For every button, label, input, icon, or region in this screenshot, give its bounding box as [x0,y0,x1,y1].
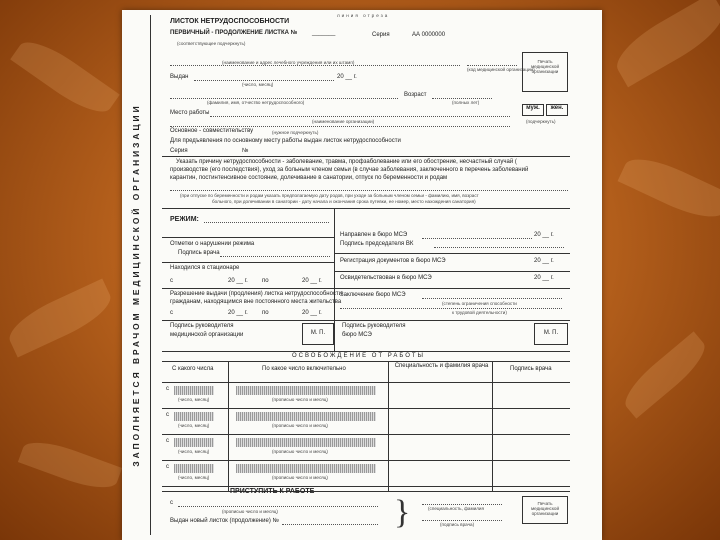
section-divider [162,351,570,352]
release-row-to-hint: (прописью число и месяц) [272,423,328,428]
grid-line [162,382,570,383]
back-to-work-date-line[interactable] [178,506,378,507]
grid-line [334,271,570,272]
back-to-work-date-hint: (прописью число и месяц) [222,509,278,514]
release-row-from-hint: (число, месяц) [178,397,210,402]
mse-head-signature-1: Подпись руководителя [342,323,406,329]
patient-name-line[interactable] [170,98,398,99]
mse-sent-label: Направлен в бюро МСЭ [340,232,408,238]
org-stamp: Печать медицинской организации [522,52,568,92]
grid-line [162,262,334,263]
cause-hint-2: больного, при долечивании в санатории - дату начала и окончания срока путевки, ее номер, место нахождения санатория) [212,199,476,204]
release-title: ОСВОБОЖДЕНИЕ ОТ РАБОТЫ [292,353,425,359]
subtitle-hint: (соответствующее подчеркнуть) [177,41,246,46]
sick-leave-form [122,10,602,540]
cause-text-1: Указать причину нетрудоспособности - заболевание, травма, профзаболевание или его обострение, несчастный случай ( [176,159,517,165]
cause-text-2: производстве (его последствия), уход за больным членом семьи (в случае заболевания, заключенного в перечень заболеваний [170,167,529,173]
release-row-to-hint: (прописью число и месяц) [272,475,328,480]
back-to-work-from: с [170,500,173,506]
series-value: АА 0000000 [412,32,446,38]
hospital-year-1: 20 __ г. [228,278,248,284]
permission-from: с [170,310,173,316]
side-divider [150,15,151,535]
mse-head-signature-2: бюро МСЭ [342,332,372,338]
doctor-line[interactable] [422,504,502,505]
grid-line [162,288,334,289]
section-divider [162,208,570,209]
release-row-from-prefix: с [166,464,169,470]
grid-line [162,361,570,362]
violation-label: Отметки о нарушении режима [170,241,255,247]
disability-hint: (степень ограничения способности [442,301,517,306]
release-row-to-hint: (прописью число и месяц) [272,397,328,402]
hospital-year-2: 20 __ г. [302,278,322,284]
mode-label: РЕЖИМ: [170,216,199,223]
table-row-divider [162,460,570,461]
doctor-signature-label: Подпись врача [178,250,220,256]
col-from: С какого числа [172,366,214,372]
org-code-line [467,65,517,66]
grid-line [492,361,493,491]
release-row-from-prefix: с [166,412,169,418]
cause-hint-1: (при отпуске по беременности и родам указать предполагаемую дату родов, при уходе за больным членом семьи - фамилию, имя, возраст [180,193,479,198]
release-row-from-value[interactable] [174,438,214,447]
permission-text-2: гражданам, находящимся вне постоянного места жительства [170,299,342,305]
continuation-number: _______ [312,30,336,36]
release-row-to-hint: (прописью число и месяц) [272,449,328,454]
present-number: № [242,148,249,154]
mse-examined-year: 20 __ г. [534,275,554,281]
cause-text-3: карантин, постинтенсивное состояние, долечивание в санатории, отпуск по беременности и родам [170,175,448,181]
back-sig-hint: (подпись врача) [440,522,475,527]
sex-hint: (подчеркнуть) [526,119,556,124]
mse-conclusion-line[interactable] [422,298,562,299]
form-title: ЛИСТОК НЕТРУДОСПОСОБНОСТИ [170,18,290,25]
release-row-to-value[interactable] [236,386,376,395]
mo-head-signature-2: медицинской организации [170,332,244,338]
mse-registered-year: 20 __ г. [534,258,554,264]
release-row-from-prefix: с [166,386,169,392]
release-row-from-prefix: с [166,438,169,444]
col-signature: Подпись врача [510,366,552,372]
release-row-from-hint: (число, месяц) [178,475,210,480]
table-row-divider [162,434,570,435]
issued-year: 20 __ г. [337,74,357,80]
work-ability-hint: к трудовой деятельности) [452,310,507,315]
series-label: Серия [372,32,390,38]
workplace-hint: (наименование организации) [312,119,375,124]
col-doctor: Специальность и фамилия врача [394,363,489,369]
mse-stamp-place: М. П. [534,323,568,345]
brace-icon: } [394,494,411,531]
mse-examined-label: Освидетельствован в бюро МСЭ [340,275,432,281]
grid-line [162,320,334,321]
sex-male-box[interactable]: муж. [522,104,544,116]
mo-stamp-place: М. П. [302,323,334,345]
age-line[interactable] [432,98,492,99]
vk-signature-line[interactable] [434,247,564,248]
table-row-divider [162,408,570,409]
mse-sent-line[interactable] [422,238,532,239]
grid-line [334,320,570,321]
hospital-from: с [170,278,173,284]
issued-date-line[interactable] [194,80,334,81]
present-series: Серия [170,148,188,154]
section-divider [162,491,570,492]
patient-name-hint: (фамилия, имя, отчество нетрудоспособного) [207,100,305,105]
release-row-to-value[interactable] [236,412,376,421]
release-row-from-value[interactable] [174,386,214,395]
permission-text-1: Разрешение выдачи (продления) листка нетрудоспособности [170,291,343,297]
release-row-to-value[interactable] [236,464,376,473]
mse-conclusion-line-2 [340,308,562,309]
grid-line [334,288,570,289]
workplace-label: Место работы [170,110,210,116]
age-hint: (полных лет) [452,100,480,105]
back-org-stamp: Печать медицинской организации [522,496,568,524]
mse-conclusion-label: Заключение бюро МСЭ [340,292,406,298]
mse-sent-year: 20 __ г. [534,232,554,238]
hospital-label: Находился в стационаре [170,265,240,271]
issued-label: Выдан [170,74,189,80]
new-sheet-line[interactable] [282,524,378,525]
workplace-line[interactable] [210,116,510,117]
hospital-to: по [262,278,269,284]
org-name-hint: (наименование и адрес лечебного учреждения или их штамп) [222,60,355,65]
col-to: По какое число включительно [262,366,346,372]
side-caption: ЗАПОЛНЯЕТСЯ ВРАЧОМ МЕДИЦИНСКОЙ ОРГАНИЗАЦИИ [131,103,141,467]
mode-line[interactable] [204,222,329,223]
part-time-label: Основное - совместительству [170,128,254,134]
age-label: Возраст [404,92,427,98]
new-sheet-label: Выдан новый листок (продолжение) № [170,518,279,524]
release-row-from-hint: (число, месяц) [178,449,210,454]
release-row-from-value[interactable] [174,464,214,473]
grid-line [334,253,570,254]
grid-line [162,237,334,238]
release-row-to-value[interactable] [236,438,376,447]
cut-line-label: линия отреза [337,13,390,18]
form-subtitle: ПЕРВИЧНЫЙ - ПРОДОЛЖЕНИЕ ЛИСТКА № [170,30,298,36]
permission-to: по [262,310,269,316]
doctor-signature-line[interactable] [220,256,330,257]
permission-year-1: 20 __ г. [228,310,248,316]
sig-line[interactable] [422,520,502,521]
vk-signature-label: Подпись председателя ВК [340,241,414,247]
org-line [170,65,460,66]
part-time-hint: (нужное подчеркнуть) [272,130,319,135]
sex-female-box[interactable]: жен. [546,104,568,116]
mo-head-signature-1: Подпись руководителя [170,323,234,329]
workplace-line-2 [170,126,510,127]
back-doctor-hint: (специальность, фамилия [428,506,484,511]
permission-year-2: 20 __ г. [302,310,322,316]
grid-line [228,361,229,491]
release-row-from-value[interactable] [174,412,214,421]
release-row-from-hint: (число, месяц) [178,423,210,428]
table-row-divider [162,486,570,487]
cause-line[interactable] [170,190,568,191]
mse-registered-label: Регистрация документов в бюро МСЭ [340,258,446,264]
issued-date-hint: (число, месяц) [242,82,274,87]
grid-line [388,361,389,491]
back-to-work-title: ПРИСТУПИТЬ К РАБОТЕ [230,488,315,495]
org-code-hint: (код медицинской организации) [467,67,535,72]
section-divider [162,156,570,157]
mode-mse-divider [334,208,335,351]
present-label: Для предъявления по основному месту работы выдан листок нетрудоспособности [170,138,401,144]
